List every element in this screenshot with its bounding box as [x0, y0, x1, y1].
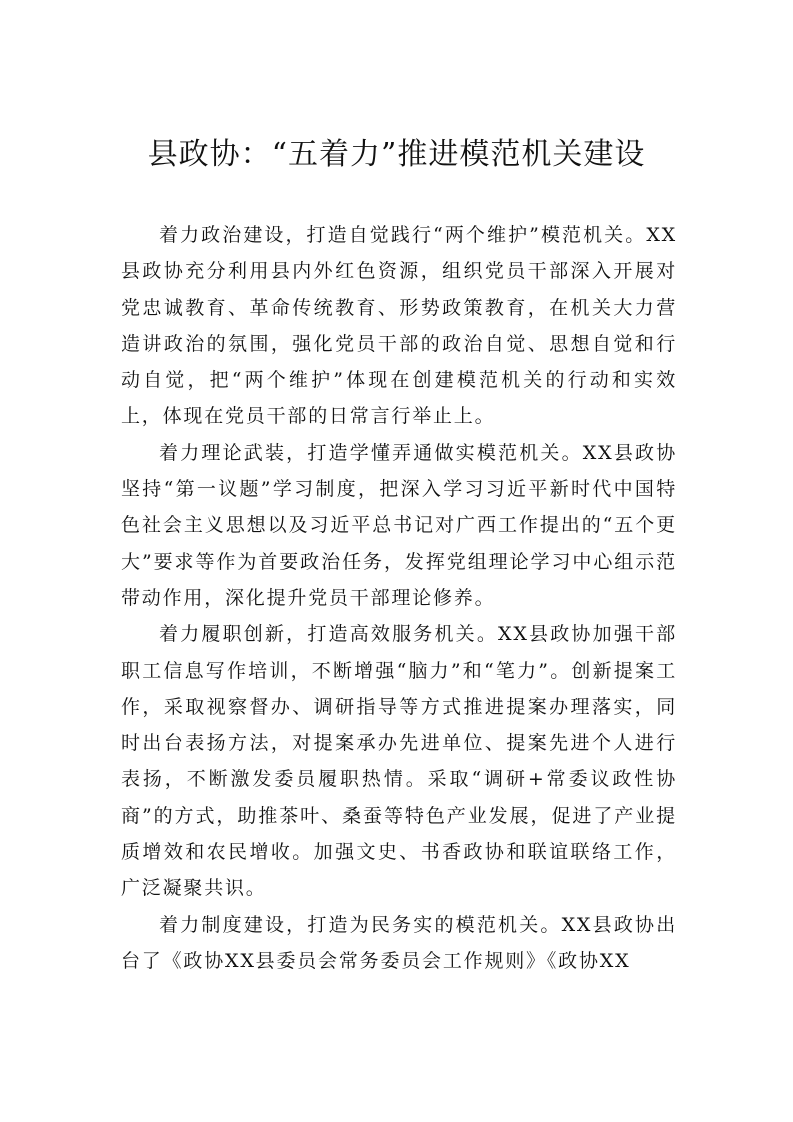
paragraph-theory-arming: 着力理论武装，打造学懂弄通做实模范机关。XX县政协坚持“第一议题”学习制度，把深入学习习近平新时代中国特色社会主义思想以及习近平总书记对广西工作提出的“五个更大”要求等作为首要政治任务，发挥党组理论学习中心组示范带动作用，深化提升党员干部理论修养。 [121, 441, 677, 609]
document-body [121, 217, 677, 979]
paragraph-political-construction: 着力政治建设，打造自觉践行“两个维护”模范机关。XX县政协充分利用县内外红色资源，组织党员干部深入开展对党忠诚教育、革命传统教育、形势政策教育，在机关大力营造讲政治的氛围，强化党员干部的政治自觉、思想自觉和行动自觉，把“两个维护”体现在创建模范机关的行动和实效上，体现在党员干部的日常言行举止上。 [121, 224, 677, 428]
paragraph-duty-innovation: 着力履职创新，打造高效服务机关。XX县政协加强干部职工信息写作培训，不断增强“脑力”和“笔力”。创新提案工作，采取视察督办、调研指导等方式推进提案办理落实，同时出台表扬方法，对提案承办先进单位、提案先进个人进行表扬，不断激发委员履职热情。采取“调研+常委议政性协商”的方式，助推茶叶、桑蚕等特色产业发展，促进了产业提质增效和农民增收。加强文史、书香政协和联谊联络工作，广泛凝聚共识。 [121, 623, 677, 900]
document-title: 县政协：“五着力”推进模范机关建设 [147, 137, 646, 172]
paragraph-system-construction: 着力制度建设，打造为民务实的模范机关。XX县政协出台了《政协XX县委员会常务委员会工作规则》《政协XX [121, 913, 677, 972]
